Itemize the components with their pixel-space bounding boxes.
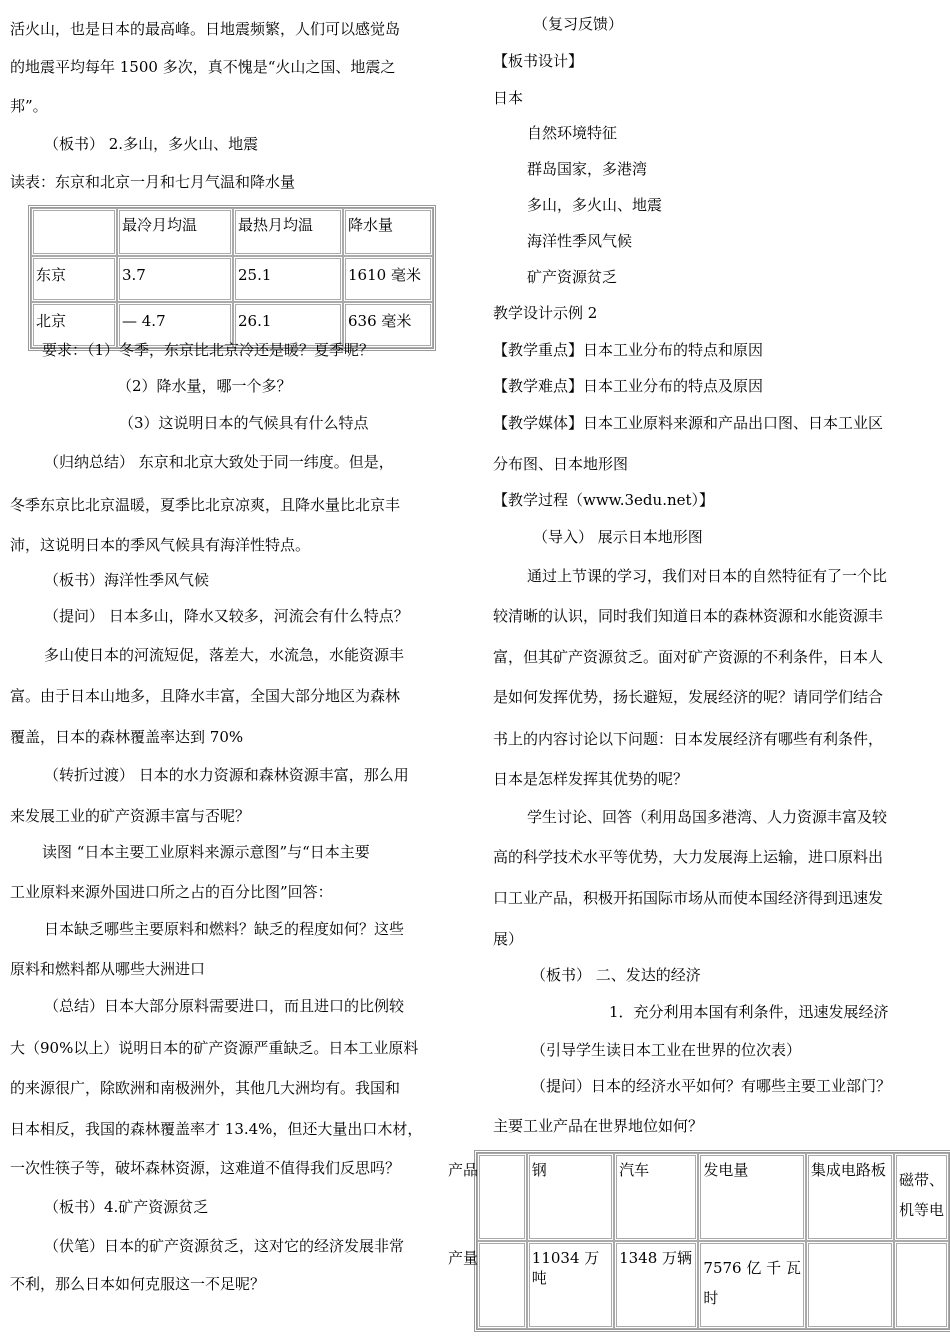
text-line: （3）这说明日本的气候具有什么特点 [119, 414, 369, 432]
text-line: 的地震平均每年 1500 多次，真不愧是“火山之国、地震之 [10, 58, 396, 76]
table-header-row [31, 208, 433, 256]
text-line: 富。由于日本山地多，且降水丰富，全国大部分地区为森林 [10, 687, 401, 705]
text-line: 来发展工业的矿产资源丰富与否呢？ [10, 807, 251, 825]
text-line: （引导学生读日本工业在世界的位次表） [531, 1041, 802, 1059]
table-cell: 1348 万辆 [614, 1241, 698, 1329]
text-line: 学生讨论、回答（利用岛国多港湾、人力资源丰富及较 [527, 808, 888, 826]
text-line: 【板书设计】 [493, 52, 584, 70]
text-line: 教学设计示例 2 [493, 304, 598, 322]
table-cell: 7576 亿 千 瓦 时 [698, 1241, 805, 1329]
text-line: 书上的内容讨论以下问题：日本发展经济有哪些有利条件， [493, 730, 884, 748]
text-line: （板书）海洋性季风气候 [44, 571, 210, 589]
text-line: 海洋性季风气候 [527, 232, 633, 250]
text-line: 是如何发挥优势，扬长避短，发展经济的呢？请同学们结合 [493, 688, 884, 706]
text-line: 不利，那么日本如何克服这一不足呢？ [10, 1275, 266, 1293]
text-line: 矿产资源贫乏 [527, 268, 618, 286]
table-cell: 1610 毫米 [343, 256, 433, 302]
text-line: （复习反馈） [533, 15, 624, 33]
table-cell: 26.1 [233, 302, 343, 348]
text-line: 较清晰的认识，同时我们知道日本的森林资源和水能资源丰 [493, 607, 884, 625]
table-cell: 最热月均温 [233, 208, 343, 256]
text-line: （提问）日本的经济水平如何？有哪些主要工业部门？ [531, 1077, 892, 1095]
text-line: 自然环境特征 [527, 124, 618, 142]
text-line: 展） [493, 930, 524, 948]
text-line: 【教学重点】日本工业分布的特点和原因 [493, 341, 764, 359]
table-row [31, 256, 433, 302]
text-line: （伏笔）日本的矿产资源贫乏，这对它的经济发展非常 [44, 1237, 405, 1255]
table-cell [806, 1241, 894, 1329]
text-line: （提问） 日本多山，降水又较多，河流会有什么特点？ [44, 607, 409, 625]
text-line: （2）降水量，哪一个多？ [117, 377, 292, 395]
text-line: 富，但其矿产资源贫乏。面对矿产资源的不利条件，日本人 [493, 648, 884, 666]
table-cell: 汽车 [614, 1153, 698, 1241]
text-line: 原料和燃料都从哪些大洲进口 [10, 960, 206, 978]
table-cell: 东京 [31, 256, 117, 302]
text-line: 日本是怎样发挥其优势的呢？ [493, 770, 689, 788]
text-line: 工业原料来源外国进口所之占的百分比图”回答： [10, 883, 333, 901]
text-line: 大（90%以上）说明日本的矿产资源严重缺乏。日本工业原料 [10, 1039, 419, 1057]
table-cell: 3.7 [117, 256, 233, 302]
text-line: 群岛国家，多港湾 [527, 160, 648, 178]
text-line: （板书） 二、发达的经济 [531, 966, 701, 984]
text-line: （导入） 展示日本地形图 [533, 528, 703, 546]
table-cell: 最冷月均温 [117, 208, 233, 256]
text-line: （总结）日本大部分原料需要进口，而且进口的比例较 [44, 997, 405, 1015]
text-line: 多山，多火山、地震 [527, 196, 663, 214]
table-cell: 11034 万吨 [527, 1241, 614, 1329]
text-line: 邦”。 [10, 97, 48, 115]
text-line: （板书） 2.多山，多火山、地震 [44, 135, 259, 153]
table-cell: 北京 [31, 302, 117, 348]
table-cell: 636 毫米 [343, 302, 433, 348]
text-line: 日本相反，我国的森林覆盖率才 13.4%，但还大量出口木材， [10, 1120, 423, 1138]
text-line: 读表：东京和北京一月和七月气温和降水量 [10, 173, 296, 191]
climate-table [28, 205, 436, 351]
text-line: 高的科学技术水平等优势，大力发展海上运输，进口原料出 [493, 848, 884, 866]
text-line: 【教学过程（www.3edu.net）】 [493, 491, 715, 509]
table-row [477, 1241, 949, 1329]
text-line: （板书）4.矿产资源贫乏 [44, 1198, 209, 1216]
table-cell: 产品 [477, 1153, 527, 1241]
text-line: 口工业产品，积极开拓国际市场从而使本国经济得到迅速发 [493, 889, 884, 907]
text-line: 一次性筷子等，破坏森林资源，这难道不值得我们反思吗？ [10, 1159, 401, 1177]
text-line: 的来源很广，除欧洲和南极洲外，其他几大洲均有。我国和 [10, 1079, 401, 1097]
table-cell [31, 208, 117, 256]
text-line: 【教学媒体】日本工业原料来源和产品出口图、日本工业区 [493, 414, 884, 432]
text-line: 通过上节课的学习，我们对日本的自然特征有了一个比 [527, 567, 888, 585]
text-line: 读图 “日本主要工业原料来源示意图”与“日本主要 [42, 843, 370, 861]
text-line: 多山使日本的河流短促，落差大，水流急，水能资源丰 [44, 646, 405, 664]
table-cell: 磁带、 机等电 [894, 1153, 949, 1241]
table-cell: — 4.7 [117, 302, 233, 348]
text-line: （归纳总结） 东京和北京大致处于同一纬度。但是， [44, 453, 394, 471]
table-header-row [477, 1153, 949, 1241]
table-cell: 发电量 [698, 1153, 805, 1241]
table-cell: 降水量 [343, 208, 433, 256]
text-line: 活火山，也是日本的最高峰。日地震频繁，人们可以感觉岛 [10, 20, 401, 38]
text-line: 1．充分利用本国有利条件，迅速发展经济 [609, 1003, 889, 1021]
text-line: 沛，这说明日本的季风气候具有海洋性特点。 [10, 536, 311, 554]
text-line: 日本 [493, 89, 524, 107]
text-line: 要求：（1）冬季，东京比北京冷还是暖？夏季呢？ [42, 341, 375, 359]
table-cell: 25.1 [233, 256, 343, 302]
table-cell: 产量 [477, 1241, 527, 1329]
table-cell: 钢 [527, 1153, 614, 1241]
text-line: 分布图、日本地形图 [493, 455, 629, 473]
text-line: 主要工业产品在世界地位如何？ [493, 1117, 704, 1135]
text-line: （转折过渡） 日本的水力资源和森林资源丰富，那么用 [44, 766, 409, 784]
product-table [448, 1150, 950, 1332]
table-cell: 集成电路板 [806, 1153, 894, 1241]
text-line: 覆盖，日本的森林覆盖率达到 70% [10, 728, 244, 746]
text-line: 【教学难点】日本工业分布的特点及原因 [493, 377, 764, 395]
text-line: 冬季东京比北京温暖，夏季比北京凉爽，且降水量比北京丰 [10, 496, 401, 514]
text-line: 日本缺乏哪些主要原料和燃料？缺乏的程度如何？这些 [44, 920, 405, 938]
table-cell [894, 1241, 949, 1329]
